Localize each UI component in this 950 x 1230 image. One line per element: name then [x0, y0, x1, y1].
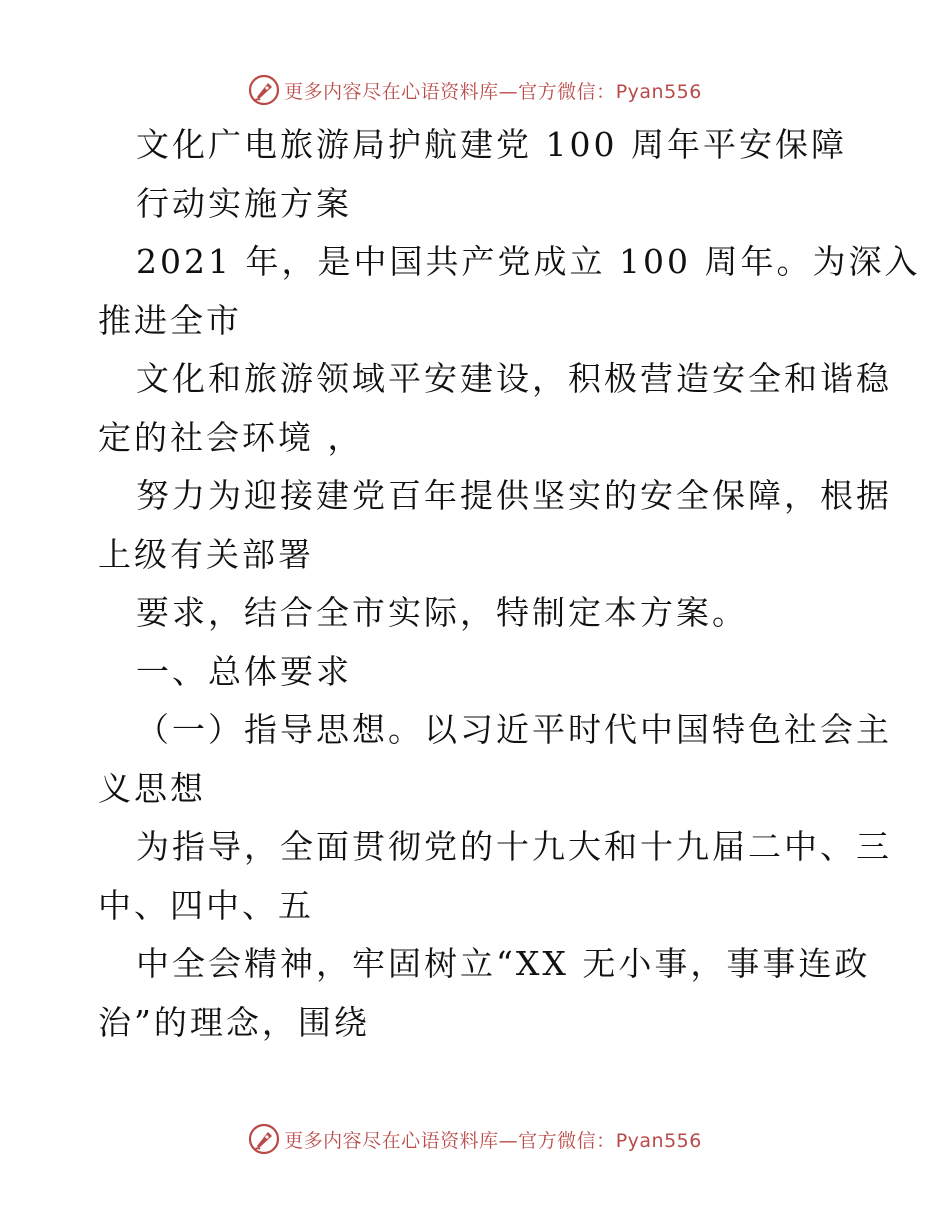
doc-line: 中、四中、五: [98, 885, 314, 925]
banner-text: 更多内容尽在心语资料库: [284, 1129, 499, 1152]
banner-slogan: [284, 1126, 702, 1153]
banner-wechat-label: 官方微信：: [518, 1129, 616, 1152]
doc-line: 努力为迎接建党百年提供坚实的安全保障，根据: [136, 476, 892, 515]
banner-text: 更多内容尽在心语资料库: [284, 80, 499, 103]
document-body: [98, 116, 921, 1052]
doc-line: 义思想: [98, 768, 206, 808]
doc-section-heading: 一、总体要求: [136, 651, 352, 691]
doc-line: 2021 年，是中国共产党成立 100 周年。为深入: [136, 242, 921, 281]
doc-line: （一）指导思想。以习近平时代中国特色社会主: [136, 710, 892, 749]
pen-nib-logo-icon: [248, 1123, 280, 1155]
footer-banner: [0, 1121, 950, 1157]
doc-line-title-1: 文化广电旅游局护航建党 100 周年平安保障: [136, 125, 847, 164]
doc-line: 治”的理念，围绕: [98, 1002, 370, 1042]
banner-separator: —: [498, 1129, 519, 1152]
doc-line: 上级有关部署: [98, 534, 314, 574]
banner-separator: —: [498, 80, 519, 103]
doc-line: 文化和旅游领域平安建设，积极营造安全和谐稳: [136, 359, 892, 398]
doc-line: 推进全市: [98, 300, 242, 340]
banner-slogan: [284, 77, 702, 104]
doc-line: 为指导，全面贯彻党的十九大和十九届二中、三: [136, 827, 892, 866]
doc-line: 中全会精神，牢固树立“XX 无小事，事事连政: [136, 944, 871, 983]
banner-wechat-id: Pyan556: [615, 1129, 702, 1152]
doc-line-title-2: 行动实施方案: [136, 183, 352, 223]
doc-line: 要求，结合全市实际，特制定本方案。: [136, 593, 748, 632]
pen-nib-logo-icon: [248, 74, 280, 106]
banner-wechat-id: Pyan556: [615, 80, 702, 103]
doc-line: 定的社会环境 ，: [98, 417, 364, 457]
header-banner: [0, 72, 950, 108]
banner-wechat-label: 官方微信：: [518, 80, 616, 103]
